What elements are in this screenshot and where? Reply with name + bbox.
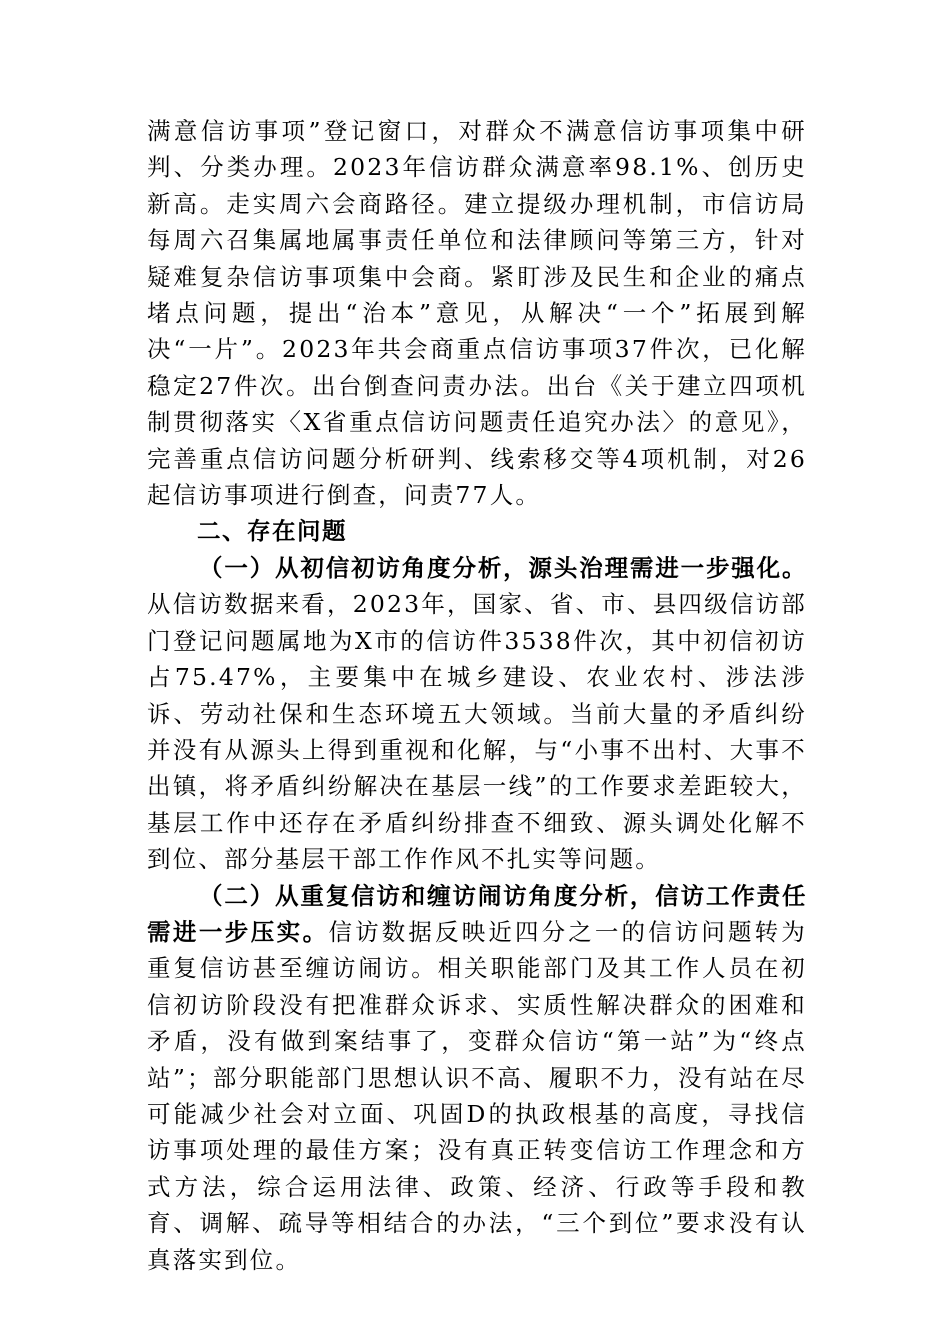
subsection-heading-responsibility: （二）从重复信访和缠访闹访角度分析，信访工作责任需进一步压实。 — [147, 881, 807, 946]
subsection-heading-source-governance: （一）从初信初访角度分析，源头治理需进一步强化。 — [199, 553, 807, 582]
section-heading-problems: 二、存在问题 — [197, 517, 347, 546]
paragraph-source-governance — [147, 550, 807, 878]
paragraph-responsibility — [147, 878, 807, 1278]
subsection-body-responsibility: 信访数据反映近四分之一的信访问题转为重复信访甚至缠访闹访。相关职能部门及其工作人员在初信初访阶段没有把准群众诉求、实质性解决群众的困难和矛盾，没有做到案结事了，变群众信访“第一站”为“终点站”；部分职能部门思想认识不高、履职不力，没有站在尽可能减少社会对立面、巩固D的执政根基的高度，寻找信访事项处理的最佳方案；没有真正转变信访工作理念和方式方法，综合运用法律、政策、经济、行政等手段和教育、调解、疏导等相结合的办法，“三个到位”要求没有认真落实到位。 — [147, 917, 807, 1274]
paragraph-petition-measures: 满意信访事项”登记窗口，对群众不满意信访事项集中研判、分类办理。2023年信访群众满意率98.1%、创历史新高。走实周六会商路径。建立提级办理机制，市信访局每周六召集属地属事责任单位和法律顾问等第三方，针对疑难复杂信访事项集中会商。紧盯涉及民生和企业的痛点堵点问题，提出“治本”意见，从解决“一个”拓展到解决“一片”。2023年共会商重点信访事项37件次，已化解稳定27件次。出台倒查问责办法。出台《关于建立四项机制贯彻落实〈X省重点信访问题责任追究办法〉的意见》，完善重点信访问题分析研判、线索移交等4项机制，对26起信访事项进行倒查，问责77人。 — [147, 117, 807, 510]
subsection-body-source-governance: 从信访数据来看，2023年，国家、省、市、县四级信访部门登记问题属地为X市的信访件3538件次，其中初信初访占75.47%，主要集中在城乡建设、农业农村、涉法涉诉、劳动社保和生态环境五大领域。当前大量的矛盾纠纷并没有从源头上得到重视和化解，与“小事不出村、大事不出镇，将矛盾纠纷解决在基层一线”的工作要求差距较大，基层工作中还存在矛盾纠纷排查不细致、源头调处化解不到位、部分基层干部工作作风不扎实等问题。 — [147, 590, 807, 874]
document-body — [147, 113, 807, 1278]
